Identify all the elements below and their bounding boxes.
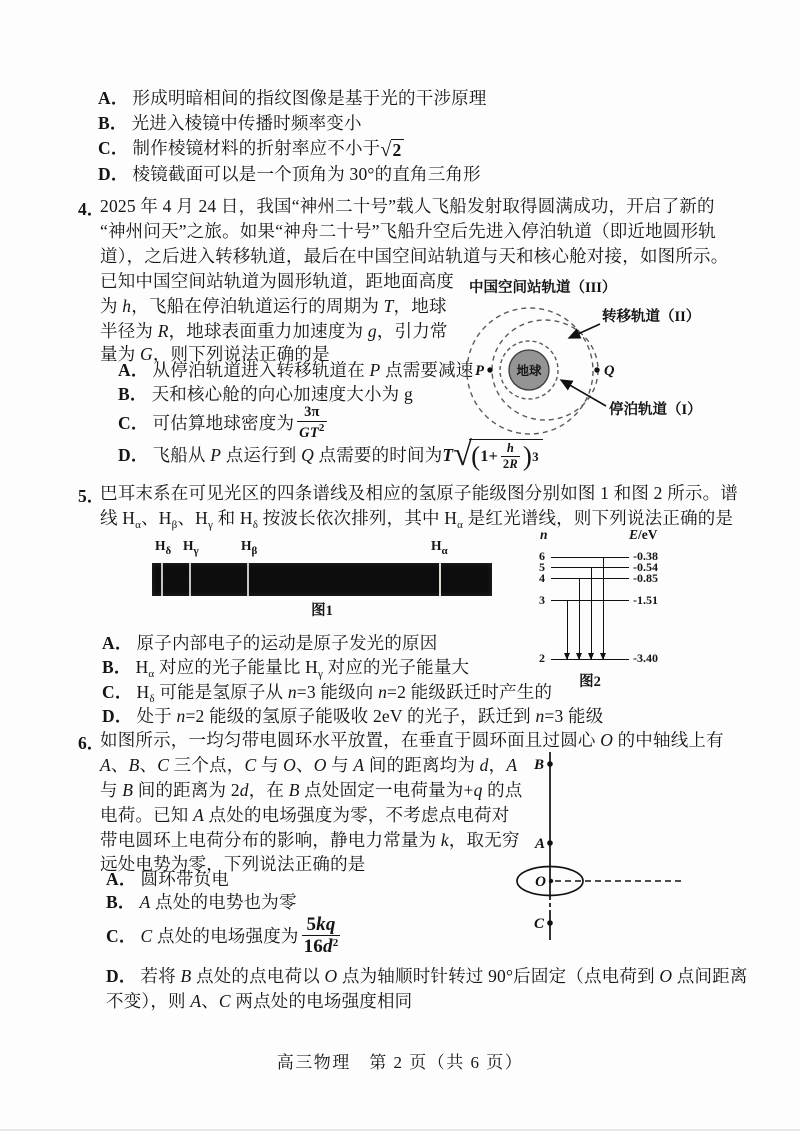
option-text: 从停泊轨道进入转移轨道在 P 点需要减速 [152,360,474,380]
q3-option-a [98,88,487,109]
transition-arrow-6-2 [603,557,604,659]
q5-option-b [102,657,469,685]
option-letter: D． [102,706,133,726]
parking-arrow [561,380,606,406]
fraction-denominator: $GT^2$ [299,421,325,441]
option-letter: A． [106,869,137,889]
spectral-line-label-Hgamma: $H_\gamma$ [183,538,199,557]
station-orbit-label: 中国空间站轨道（III） [469,280,617,296]
level-n4-label: 4 [539,571,545,585]
q4-line-7: 量为 G，则下列说法正确的是 [100,344,330,364]
level-n6-label: 6 [539,549,545,563]
option-letter: C． [102,682,133,702]
radical-sign: √ [380,139,392,161]
q6-option-c [106,912,343,960]
option-letter: D． [106,966,137,986]
option-text: 光进入棱镜中传播时频率变小 [131,113,362,133]
point-p-label: P [475,363,484,379]
level-n3-energy: -1.51 [633,593,658,607]
option-text: 圆环带负电 [140,869,230,889]
sqrt-2-formula [380,139,403,161]
q4-line-3: 道），之后进入转移轨道，最后在中国空间站轨道与天和核心舱对接，如图所示。 [100,246,729,266]
q5-line-1: 巴耳末系在可见光区的四条谱线及相应的氢原子能级图分别如图 1 和图 2 所示。谱 [100,483,738,503]
option-letter: A． [98,88,129,108]
fraction-numerator: 3π [304,404,320,421]
q6-option-d-line-2: 不变），则 A、C 两点处的电场强度相同 [106,991,413,1011]
spectral-line-Halpha [439,563,441,596]
q4-line-6: 半径为 R，地球表面重力加速度为 g，引力常 [100,321,448,341]
option-letter: D． [98,164,129,184]
q5-option-d [102,706,603,727]
option-text: 棱镜截面可以是一个顶角为 30°的直角三角形 [132,164,481,184]
option-letter: A． [102,633,133,653]
transition-arrow-3-2 [567,600,568,659]
point-c-dot [547,920,553,926]
open-paren: ( [471,441,481,471]
level-n3-label: 3 [539,593,545,607]
parking-orbit-label: 停泊轨道（I） [609,402,702,418]
point-b-dot [547,761,553,767]
q4-number: 4． [78,199,105,219]
spectral-line-label-Hbeta: $H_\beta$ [241,538,258,557]
level-n4-energy: -0.85 [633,571,658,585]
fraction-denominator: $16d^2$ [303,936,339,957]
q4-line-1: 2025 年 4 月 24 日，我国“神州二十号”载人飞船发射取得圆满成功，开启了新的 [100,196,715,216]
option-letter: D． [118,444,149,465]
figure2-caption: 图2 [579,674,601,690]
orbit-diagram [445,276,745,448]
fraction-numerator: 5kq [306,914,336,936]
spectral-line-Hbeta [247,563,249,596]
point-a-label: A [534,836,545,852]
q4-line-4: 已知中国空间站轨道为圆形轨道，距地面高度 [100,271,454,291]
option-text: 天和核心舱的向心加速度大小为 g [151,384,413,404]
page-footer: 高三物理 第 2 页（共 6 页） [276,1053,524,1072]
transition-arrow-4-2 [579,578,580,659]
energy-axis-header: E/eV [629,527,658,542]
point-p-dot [487,367,492,372]
q6-option-b [106,892,297,913]
level-n2-energy: -3.40 [633,651,658,665]
q6-line-5: 带电圆环上电荷分布的影响，静电力常量为 k，取无穷 [100,830,520,850]
level-line-n3 [551,600,629,601]
q5-number: 5． [78,486,105,506]
level-n5-energy: -0.54 [633,560,658,574]
q6-number: 6． [78,733,105,753]
q3-option-c [98,138,404,161]
level-line-n6 [551,557,629,558]
q6-line-3: 与 B 间的距离为 2d，在 B 点处固定一电荷量为+q 的点 [100,780,523,800]
earth-label: 地球 [516,364,542,378]
field-strength-fraction [302,915,341,957]
option-letter: C． [106,925,137,946]
level-n2-label: 2 [539,651,545,665]
level-n6-energy: -0.38 [633,549,658,563]
spectral-line-Hgamma [189,563,191,596]
option-text: $H_\alpha$ 对应的光子能量比 $H_\gamma$ 对应的光子能量大 [135,657,470,680]
q5-option-a [102,633,437,654]
radical-sign: √ [453,435,473,473]
energy-level-figure [527,527,692,692]
q6-line-6: 远处电势为零，下列说法正确的是 [100,854,366,874]
option-text: 若将 B 点处的点电荷以 O 点为轴顺时针转过 90°后固定（点电荷到 O 点间距离 [140,966,748,986]
option-text: 原子内部电子的运动是原子发光的原因 [136,633,438,653]
option-text: C 点处的电场强度为 [140,925,299,946]
point-a-dot [547,840,553,846]
transition-arrow-5-2 [591,567,592,659]
q4-line-2: “神州问天”之旅。如果“神舟二十号”飞船升空后先进入停泊轨道（即近地圆形轨 [100,221,716,241]
fraction-denominator: 2R [502,456,518,471]
coefficient: T [442,444,454,465]
n-axis-header: n [540,527,548,542]
option-text: A 点处的电势也为零 [139,892,297,912]
point-o-label: O [535,874,546,890]
q6-option-d-line-1 [106,966,748,987]
option-text: 形成明暗相间的指纹图像是基于光的干涉原理 [132,88,487,108]
level-line-n4 [551,578,629,579]
charged-ring-diagram [503,746,698,946]
q5-line-2: 线 $H_\alpha$、$H_\beta$、$H_\gamma$ 和 $H_\delta$ 按波长依次排列，其中 $H_\alpha$ 是红光谱线，则下列说法正确的是 [100,508,734,531]
point-c-label: C [533,916,544,932]
spectrum-figure [148,538,498,618]
option-letter: A． [118,360,149,380]
option-letter: C． [98,138,129,158]
option-letter: B． [118,384,148,404]
q6-line-2: A、B、C 三个点，C 与 O、O 与 A 间的距离均为 d，A [100,755,518,775]
option-text: $H_\delta$ 可能是氢原子从 n=3 能级向 n=2 能级跃迁时产生的 [136,682,553,705]
spectral-line-Hdelta [161,563,163,596]
q4-line-5: 为 h，飞船在停泊轨道运行的周期为 T，地球 [100,296,447,316]
option-text: 飞船从 P 点运行到 Q 点需要的时间为 [152,444,443,465]
point-q-label: Q [604,363,615,379]
fraction-numerator: h [506,441,514,456]
option-text: 可估算地球密度为 [152,412,295,433]
q4-option-a [118,360,474,381]
q6-line-1: 如图所示，一均匀带电圆环水平放置，在垂直于圆环面且过圆心 O 的中轴线上有 [100,730,724,750]
figure1-caption: 图1 [311,603,333,619]
radicand-text: 1+ [480,448,498,465]
spectral-line-label-Halpha: $H_\alpha$ [431,538,448,557]
point-b-label: B [533,757,544,773]
option-letter: B． [98,113,128,133]
q3-option-b [98,113,362,134]
radicand: 2 [392,140,402,160]
close-paren: ) [522,441,533,471]
transfer-orbit-label: 转移轨道（II） [602,309,701,325]
point-q-dot [594,367,599,372]
spectral-line-label-Hdelta: $H_\delta$ [155,538,172,557]
option-text: 处于 n=2 能级的氢原子能吸收 2eV 的光子，跃迁到 n=3 能级 [136,706,604,726]
q6-option-a [106,869,229,890]
exponent: 3 [532,449,539,464]
option-letter: B． [102,657,132,677]
q6-line-4: 电荷。已知 A 点处的电场强度为零，不考虑点电荷对 [100,805,510,825]
point-o-dot [549,879,553,883]
option-text: 制作棱镜材料的折射率应不小于 [132,138,381,158]
option-letter: B． [106,892,136,912]
level-n5-label: 5 [539,560,545,574]
spectrum-band [152,563,492,596]
q4-option-b [118,384,413,405]
option-letter: C． [118,412,149,433]
level-line-n5 [551,567,629,568]
q3-option-d [98,164,481,185]
